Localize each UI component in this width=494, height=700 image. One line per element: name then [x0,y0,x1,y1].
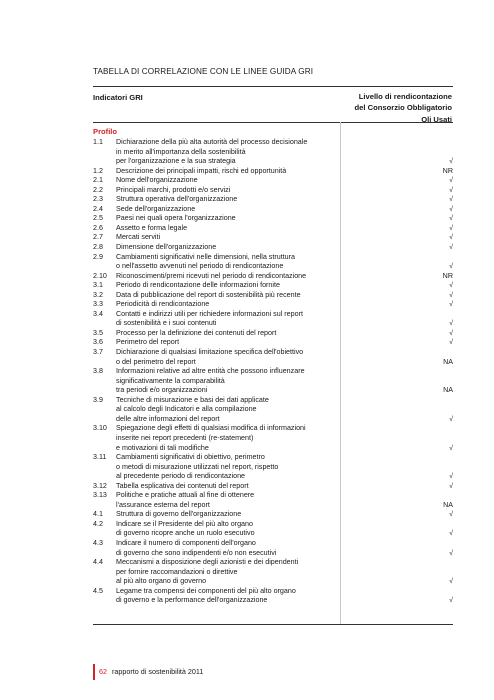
reporting-level-value: √ [449,195,453,204]
indicator-code: 2.8 [93,243,103,252]
indicator-description [116,539,338,558]
reporting-level-value: √ [449,157,453,166]
reporting-level-value: √ [449,596,453,605]
reporting-level [338,453,453,482]
table-row [93,329,453,339]
table-bottom-rule [93,624,453,625]
indicator-description [116,558,338,587]
reporting-level-value: NA [443,500,453,509]
indicator-code: 2.9 [93,252,103,261]
description-line: Assetto e forma legale [116,223,188,232]
table-row [93,510,453,520]
reporting-level [338,176,453,186]
indicator-code: 3.10 [93,424,107,433]
description-line: Cambiamenti significativi nelle dimensioni, nella struttura [116,252,295,261]
indicator-description [116,482,338,492]
description-line: di governo e la performance dell'organizzazione [116,596,268,605]
indicator-description [116,224,338,234]
indicator-code: 2.3 [93,195,103,204]
description-line: Cambiamenti significativi di obiettivo, perimetro [116,453,265,462]
description-line: Sede dell'organizzazione [116,204,196,213]
description-line: tra periodi e/o organizzazioni [116,386,208,395]
indicator-code: 3.8 [93,367,103,376]
description-line: di governo che sono indipendenti e/o non esecutivi [116,548,277,557]
table-row [93,214,453,224]
reporting-level-value: √ [449,204,453,213]
reporting-level [338,510,453,520]
table-row [93,338,453,348]
description-line: o metodi di misurazione utilizzati nel report, rispetto [116,462,279,471]
indicator-description [116,367,338,396]
column-header-level [292,91,452,125]
table-row [93,205,453,215]
indicator-code: 3.5 [93,328,103,337]
indicator-description [116,281,338,291]
reporting-level-value: √ [449,185,453,194]
reporting-level [338,233,453,243]
indicator-description [116,176,338,186]
description-line: Struttura operativa dell'organizzazione [116,195,238,204]
indicator-code: 2.4 [93,204,103,213]
description-line: Perimetro del report [116,338,180,347]
header-rule [93,122,453,123]
reporting-level [338,482,453,492]
indicator-description [116,396,338,425]
description-line: per l'organizzazione e la sua strategia [116,157,236,166]
description-line: al calcolo degli Indicatori e alla compilazione [116,405,257,414]
description-line: Dichiarazione di qualsiasi limitazione specifica dell'obiettivo [116,348,304,357]
description-line: di governo ricopre anche un ruolo esecutivo [116,529,255,538]
indicator-code: 2.6 [93,223,103,232]
indicator-code: 3.11 [93,453,107,462]
reporting-level [338,291,453,301]
table-row [93,186,453,196]
indicator-description [116,291,338,301]
table-row [93,482,453,492]
description-line: Indicare il numero di componenti dell'organo [116,538,256,547]
reporting-level-value: √ [449,290,453,299]
table-row [93,558,453,587]
reporting-level [338,558,453,587]
description-line: di sostenibilità e i suoi contenuti [116,319,217,328]
table-row [93,348,453,367]
reporting-level-value: √ [449,577,453,586]
page-title: TABELLA DI CORRELAZIONE CON LE LINEE GUIDA GRI [93,67,314,76]
description-line: Meccanismi a disposizione degli azionisti e dei dipendenti [116,558,299,567]
table-row [93,272,453,282]
indicator-description [116,310,338,329]
indicator-description [116,338,338,348]
reporting-level [338,329,453,339]
description-line: Legame tra compensi dei componenti del più alto organo [116,586,296,595]
reporting-level [338,214,453,224]
indicator-code: 3.6 [93,338,103,347]
description-line: o del perimetro del report [116,357,196,366]
reporting-level-value: √ [449,481,453,490]
reporting-level-value: √ [449,300,453,309]
reporting-level-value: NA [443,357,453,366]
description-line: significativamente la comparabilità [116,376,225,385]
reporting-level-value: √ [449,176,453,185]
indicator-description [116,510,338,520]
indicator-description [116,329,338,339]
indicator-description [116,491,338,510]
table-row [93,195,453,205]
column-header-indicators: Indicatori GRI [93,93,143,102]
reporting-level-value: NR [442,271,453,280]
indicator-description [116,233,338,243]
reporting-level [338,348,453,367]
table-row [93,253,453,272]
table-row [93,396,453,425]
table-row [93,491,453,510]
description-line: Mercati serviti [116,233,161,242]
indicator-description [116,253,338,272]
indicator-code: 3.12 [93,481,107,490]
description-line: Struttura di governo dell'organizzazione [116,510,242,519]
indicator-description [116,186,338,196]
indicator-description [116,205,338,215]
description-line: Contatti e indirizzi utili per richiedere informazioni sul report [116,309,303,318]
footer [99,667,203,676]
footer-accent-bar [93,664,95,680]
indicator-code: 3.1 [93,281,103,290]
reporting-level-value: √ [449,262,453,271]
indicator-code: 3.3 [93,300,103,309]
indicator-code: 4.3 [93,538,103,547]
indicator-code: 2.10 [93,271,107,280]
description-line: Periodo di rendicontazione delle informazioni fornite [116,281,280,290]
description-line: Dimensione dell'organizzazione [116,243,217,252]
table-row [93,539,453,558]
description-line: al più alto organo di governo [116,577,207,586]
table-row [93,176,453,186]
table-row [93,167,453,177]
description-line: Tabella esplicativa dei contenuti del report [116,481,249,490]
reporting-level-value: √ [449,281,453,290]
description-line: Tecniche di misurazione e basi dei dati applicate [116,395,269,404]
reporting-level [338,186,453,196]
indicator-description [116,520,338,539]
indicator-description [116,348,338,367]
indicator-code: 1.2 [93,166,103,175]
reporting-level-value: √ [449,443,453,452]
indicator-code: 3.7 [93,348,103,357]
indicator-description [116,300,338,310]
indicator-code: 3.9 [93,395,103,404]
reporting-level-value: √ [449,414,453,423]
correlation-table [93,138,453,606]
reporting-level [338,587,453,606]
indicator-description [116,424,338,453]
description-line: Riconoscimenti/premi ricevuti nel periodo di rendicontazione [116,271,307,280]
description-line: Processo per la definizione dei contenuti del report [116,328,277,337]
reporting-level-value: √ [449,233,453,242]
indicator-description [116,214,338,224]
indicator-code: 4.4 [93,558,103,567]
reporting-level [338,396,453,425]
reporting-level-value: √ [449,328,453,337]
table-row [93,281,453,291]
reporting-level [338,310,453,329]
table-row [93,424,453,453]
indicator-code: 4.1 [93,510,103,519]
reporting-level-value: √ [449,510,453,519]
table-row [93,587,453,606]
reporting-level-value: √ [449,472,453,481]
reporting-level-value: √ [449,223,453,232]
reporting-level-value: √ [449,214,453,223]
table-row [93,138,453,167]
reporting-level [338,281,453,291]
indicator-code: 3.4 [93,309,103,318]
description-line: Principali marchi, prodotti e/o servizi [116,185,231,194]
description-line: al precedente periodo di rendicontazione [116,472,246,481]
table-row [93,453,453,482]
indicator-description [116,167,338,177]
table-row [93,520,453,539]
indicator-code: 2.2 [93,185,103,194]
description-line: Indicare se il Presidente del più alto organo [116,519,253,528]
indicator-code: 4.5 [93,586,103,595]
reporting-level [338,243,453,253]
table-top-rule [93,86,453,87]
reporting-level [338,491,453,510]
indicator-description [116,587,338,606]
indicator-code: 2.7 [93,233,103,242]
indicator-code: 4.2 [93,519,103,528]
indicator-code: 2.1 [93,176,103,185]
description-line: Descrizione dei principali impatti, rischi ed opportunità [116,166,287,175]
description-line: inserite nei report precedenti (re-statement) [116,433,254,442]
table-row [93,243,453,253]
table-row [93,233,453,243]
reporting-level [338,138,453,167]
reporting-level-value: NA [443,386,453,395]
indicator-code: 2.5 [93,214,103,223]
reporting-level [338,367,453,396]
description-line: Paesi nei quali opera l'organizzazione [116,214,236,223]
description-line: delle altre informazioni del report [116,414,220,423]
section-title: Profilo [93,127,118,136]
description-line: Data di pubblicazione del report di sostenibilità più recente [116,290,301,299]
table-row [93,300,453,310]
column-header-level-line: Oli Usati [421,114,452,124]
description-line: Dichiarazione della più alta autorità del processo decisionale [116,138,308,146]
description-line: per fornire raccomandazioni o direttive [116,567,238,576]
reporting-level [338,424,453,453]
table-row [93,291,453,301]
reporting-level-value: NR [442,166,453,175]
description-line: l'assurance esterna del report [116,500,210,509]
reporting-level [338,520,453,539]
indicator-code: 3.2 [93,290,103,299]
reporting-level [338,205,453,215]
page-number: 62 [99,667,107,676]
description-line: Spiegazione degli effetti di qualsiasi modifica di informazioni [116,424,306,433]
table-row [93,310,453,329]
reporting-level-value: √ [449,548,453,557]
reporting-level [338,338,453,348]
reporting-level-value: √ [449,319,453,328]
indicator-description [116,138,338,167]
footer-text: rapporto di sostenibilità 2011 [112,667,204,676]
reporting-level [338,167,453,177]
description-line: Politiche e pratiche attuali al fine di ottenere [116,491,255,500]
column-header-level-line: Livello di rendicontazione [358,92,452,101]
description-line: Nome dell'organizzazione [116,176,198,185]
description-line: in merito all'importanza della sostenibilità [116,147,246,156]
indicator-description [116,453,338,482]
indicator-code: 1.1 [93,138,103,146]
description-line: e motivazioni di tali modifiche [116,443,209,452]
indicator-description [116,243,338,253]
reporting-level [338,272,453,282]
reporting-level [338,539,453,558]
reporting-level [338,224,453,234]
description-line: Informazioni relative ad altre entità che possono influenzare [116,367,305,376]
reporting-level [338,300,453,310]
description-line: Periodicità di rendicontazione [116,300,210,309]
indicator-description [116,195,338,205]
column-header-level-line: del Consorzio Obbligatorio [354,103,452,113]
table-row [93,224,453,234]
description-line: o nell'assetto avvenuti nel periodo di rendicontazione [116,262,284,271]
indicator-description [116,272,338,282]
reporting-level [338,195,453,205]
reporting-level-value: √ [449,243,453,252]
reporting-level-value: √ [449,529,453,538]
indicator-code: 3.13 [93,491,107,500]
reporting-level [338,253,453,272]
reporting-level-value: √ [449,338,453,347]
table-row [93,367,453,396]
